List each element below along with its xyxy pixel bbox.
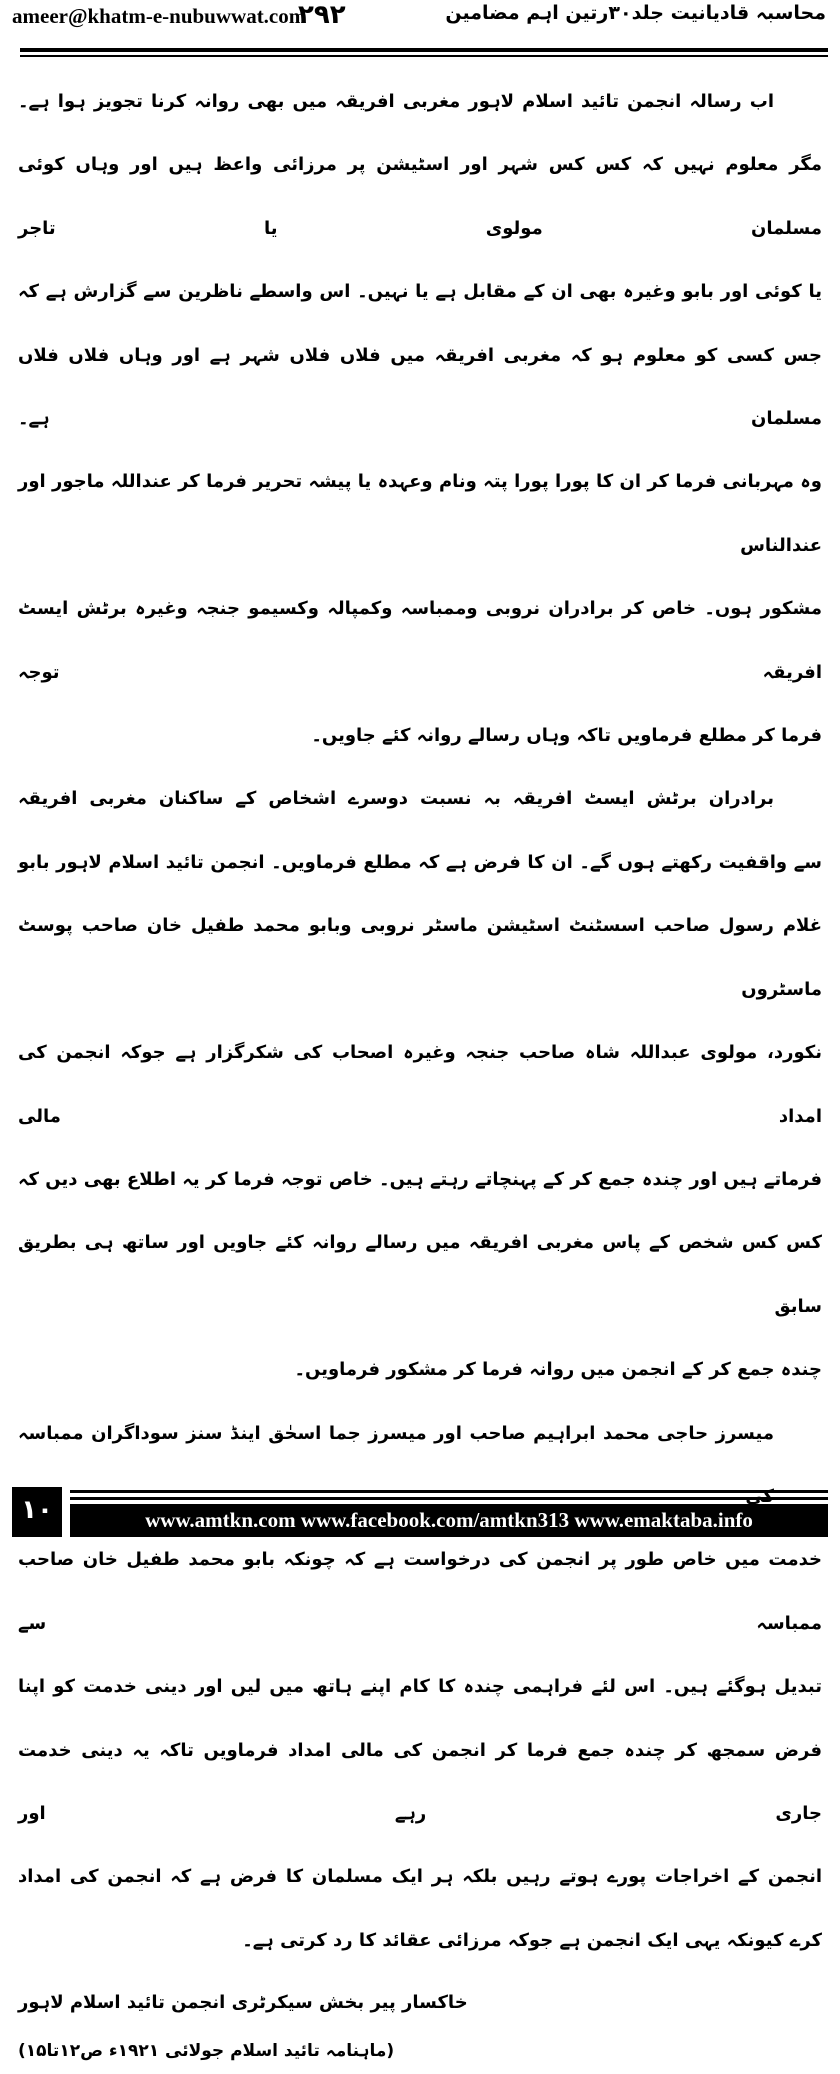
text-line: کس کس شخص کے پاس مغربی افریقہ میں رسالے روانہ کئے جاویں اور ساتھ ہی بطریق سابق — [18, 1232, 822, 1317]
header-page-number: ۲۹۲ — [298, 0, 346, 30]
header-rule-thick — [20, 48, 828, 52]
header-rule-thin — [20, 55, 828, 57]
text-line: وہ مہربانی فرما کر ان کا پورا پورا پتہ ونام وعہدہ یا پیشہ تحریر فرما کر عنداللہ ماجور اور عندالناس — [18, 471, 822, 556]
header-book-title: محاسبہ قادیانیت جلد۳۰رتین اہم مضامین — [445, 2, 826, 24]
signature: خاکسار پیر بخش سیکرٹری انجمن تائید اسلام لاہور — [18, 1992, 468, 2014]
text-line: مشکور ہوں۔ خاص کر برادران نروبی وممباسہ وکمپالہ وکسیمو جنجہ وغیرہ برٹش ایسٹ افریقہ توجہ — [18, 598, 822, 683]
text-line: یا کوئی اور بابو وغیرہ بھی ان کے مقابل ہے یا نہیں۔ اس واسطے ناظرین سے گزارش ہے کہ — [18, 281, 822, 303]
text-line: مگر معلوم نہیں کہ کس کس شہر اور اسٹیشن پر مرزائی واعظ ہیں اور وہاں کوئی مسلمان مولوی یا تاجر — [18, 154, 822, 239]
footer-rule — [70, 1497, 828, 1500]
footer-rule — [70, 1490, 828, 1493]
footer-links: www.amtkn.com www.facebook.com/amtkn313 www.emaktaba.info — [70, 1504, 828, 1537]
header-email: ameer@khatm-e-nubuwwat.com — [12, 4, 307, 28]
citation: (ماہنامہ تائید اسلام جولائی ۱۹۲۱ء ص۱۲تا۱۵) — [18, 2041, 395, 2062]
text-line: تبدیل ہوگئے ہیں۔ اس لئے فراہمی چندہ کا کام اپنے ہاتھ میں لیں اور دینی خدمت کو اپنا — [18, 1676, 822, 1698]
text-line: اب رسالہ انجمن تائید اسلام لاہور مغربی افریقہ میں بھی روانہ کرنا تجویز ہوا ہے۔ — [18, 91, 774, 112]
text-line: غلام رسول صاحب اسسٹنٹ اسٹیشن ماسٹر نروبی وبابو محمد طفیل خان صاحب پوسٹ ماسٹروں — [18, 915, 822, 1000]
text-line: فرض سمجھ کر چندہ جمع فرما کر انجمن کی مالی امداد فرماویں تاکہ یہ دینی خدمت جاری رہے اور — [18, 1739, 822, 1824]
text-line: میسرز حاجی محمد ابراہیم صاحب اور میسرز جما اسحٰق اینڈ سنز سوداگران ممباسہ — [18, 1422, 774, 1444]
text-line: جس کسی کو معلوم ہو کہ مغربی افریقہ میں فلاں فلاں شہر ہے اور وہاں فلاں فلاں مسلمان ہے۔ — [18, 344, 822, 430]
text-line: چندہ جمع کر کے انجمن میں روانہ فرما کر مشکور فرماویں۔ — [294, 1359, 822, 1381]
text-line: فرما کر مطلع فرماویں تاکہ وہاں رسالے روانہ کئے جاویں۔ — [311, 725, 822, 747]
footer-page-number: ۱۰ — [12, 1487, 62, 1537]
text-line: انجمن کے اخراجات پورے ہوتے رہیں بلکہ ہر ایک مسلمان کا فرض ہے کہ انجمن کی امداد — [18, 1866, 822, 1888]
article-body — [18, 70, 822, 2074]
text-line: فرماتے ہیں اور چندہ جمع کر کے پہنچاتے رہتے ہیں۔ خاص توجہ فرما کر یہ اطلاع بھی دیں کہ — [18, 1168, 822, 1190]
text-line: نکورد، مولوی عبداللہ شاہ صاحب جنجہ وغیرہ اصحاب کی شکرگزار ہے جوکہ انجمن کی امداد مالی — [18, 1042, 822, 1127]
text-line: کرے کیونکہ یہی ایک انجمن ہے جوکہ مرزائی عقائد کا رد کرتی ہے۔ — [242, 1929, 822, 1951]
text-line: سے واقفیت رکھتے ہوں گے۔ ان کا فرض ہے کہ مطلع فرماویں۔ انجمن تائید اسلام لاہور بابو — [18, 851, 822, 873]
text-line: برادران برٹش ایسٹ افریقہ بہ نسبت دوسرے اشخاص کے ساکنان مغربی افریقہ — [18, 788, 774, 810]
text-line: خدمت میں خاص طور پر انجمن کی درخواست ہے کہ چونکہ بابو محمد طفیل خان صاحب ممباسہ سے — [18, 1549, 822, 1634]
